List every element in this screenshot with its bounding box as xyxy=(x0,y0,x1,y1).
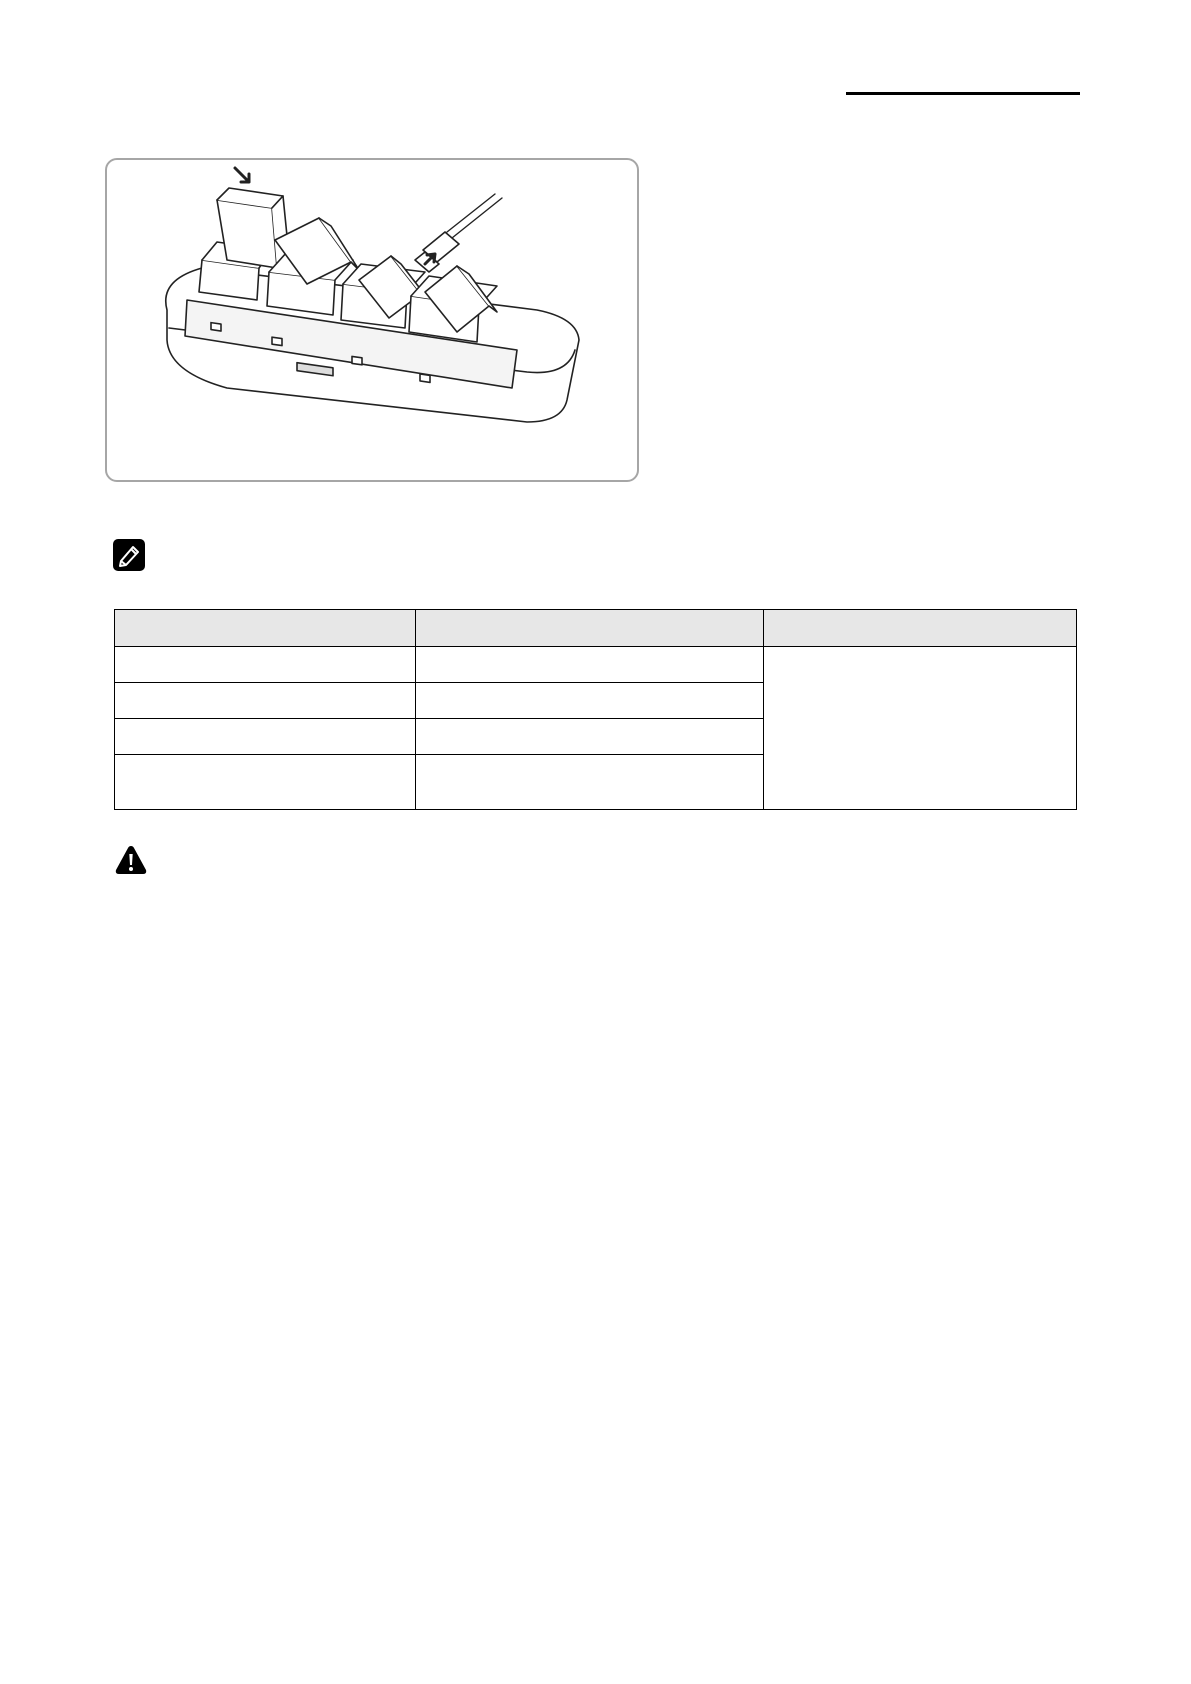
table-cell xyxy=(115,755,416,810)
table-row xyxy=(115,647,1077,683)
table-cell xyxy=(416,647,764,683)
insert-arrow xyxy=(235,168,249,182)
power-cable xyxy=(452,198,502,238)
table-header-cell xyxy=(416,610,764,647)
battery-1 xyxy=(217,200,277,268)
table-cell xyxy=(416,683,764,719)
table-header-cell xyxy=(115,610,416,647)
table-cell xyxy=(416,719,764,755)
charger-figure xyxy=(105,158,639,482)
table-merged-cell xyxy=(764,647,1077,810)
table-cell xyxy=(416,755,764,810)
warning-triangle-icon xyxy=(115,845,147,875)
table-cell xyxy=(115,683,416,719)
led-slot-3 xyxy=(352,356,362,364)
pencil-note-icon xyxy=(113,539,145,571)
status-table xyxy=(114,609,1077,810)
table-header-row xyxy=(115,610,1077,647)
led-slot-4 xyxy=(420,374,430,382)
header-rule xyxy=(846,92,1080,95)
table-cell xyxy=(115,719,416,755)
charger-illustration xyxy=(107,160,637,480)
table-cell xyxy=(115,647,416,683)
led-slot-1 xyxy=(211,323,221,331)
led-slot-2 xyxy=(272,337,282,345)
table-header-cell xyxy=(764,610,1077,647)
